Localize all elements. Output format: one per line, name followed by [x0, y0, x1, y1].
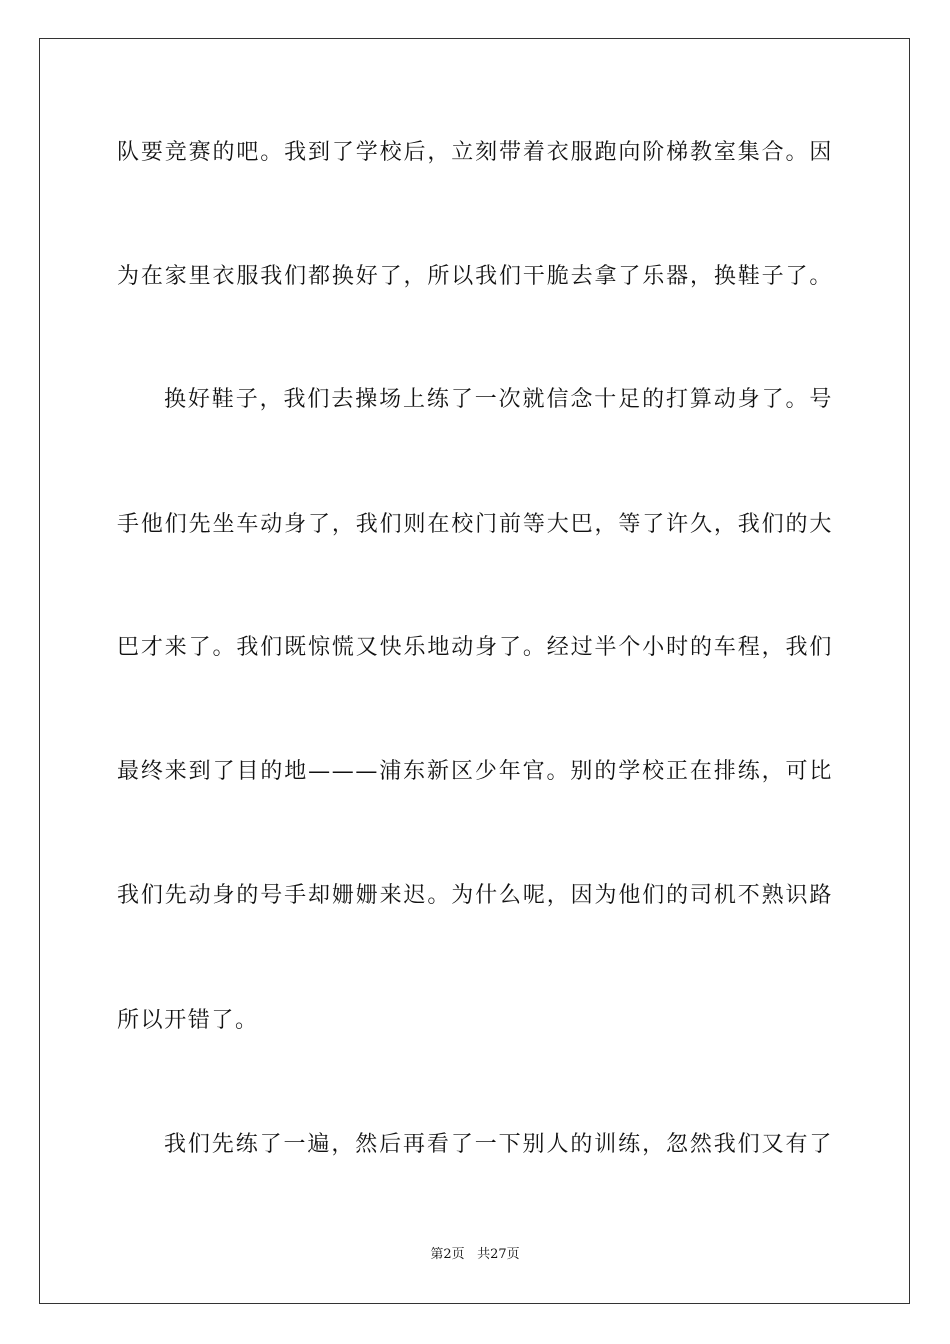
paragraph-line-2: 为在家里衣服我们都换好了，所以我们干脆去拿了乐器，换鞋子了。	[117, 264, 833, 289]
page-total: 共27页	[477, 1247, 520, 1262]
paragraph-line-8: 所以开错了。	[117, 1008, 259, 1033]
page-border	[39, 38, 910, 1304]
page-number: 第2页	[430, 1247, 465, 1262]
paragraph-line-5: 巴才来了。我们既惊慌又快乐地动身了。经过半个小时的车程，我们	[117, 635, 833, 660]
paragraph-line-6: 最终来到了目的地———浦东新区少年官。别的学校正在排练，可比	[117, 759, 833, 784]
paragraph-line-9: 我们先练了一遍，然后再看了一下别人的训练，忽然我们又有了	[164, 1132, 833, 1157]
paragraph-line-3: 换好鞋子，我们去操场上练了一次就信念十足的打算动身了。号	[164, 387, 833, 412]
paragraph-line-1: 队要竞赛的吧。我到了学校后，立刻带着衣服跑向阶梯教室集合。因	[117, 140, 833, 165]
paragraph-line-7: 我们先动身的号手却姗姗来迟。为什么呢，因为他们的司机不熟识路	[117, 883, 833, 908]
page-footer	[0, 1246, 950, 1264]
paragraph-line-4: 手他们先坐车动身了，我们则在校门前等大巴，等了许久，我们的大	[117, 512, 833, 537]
